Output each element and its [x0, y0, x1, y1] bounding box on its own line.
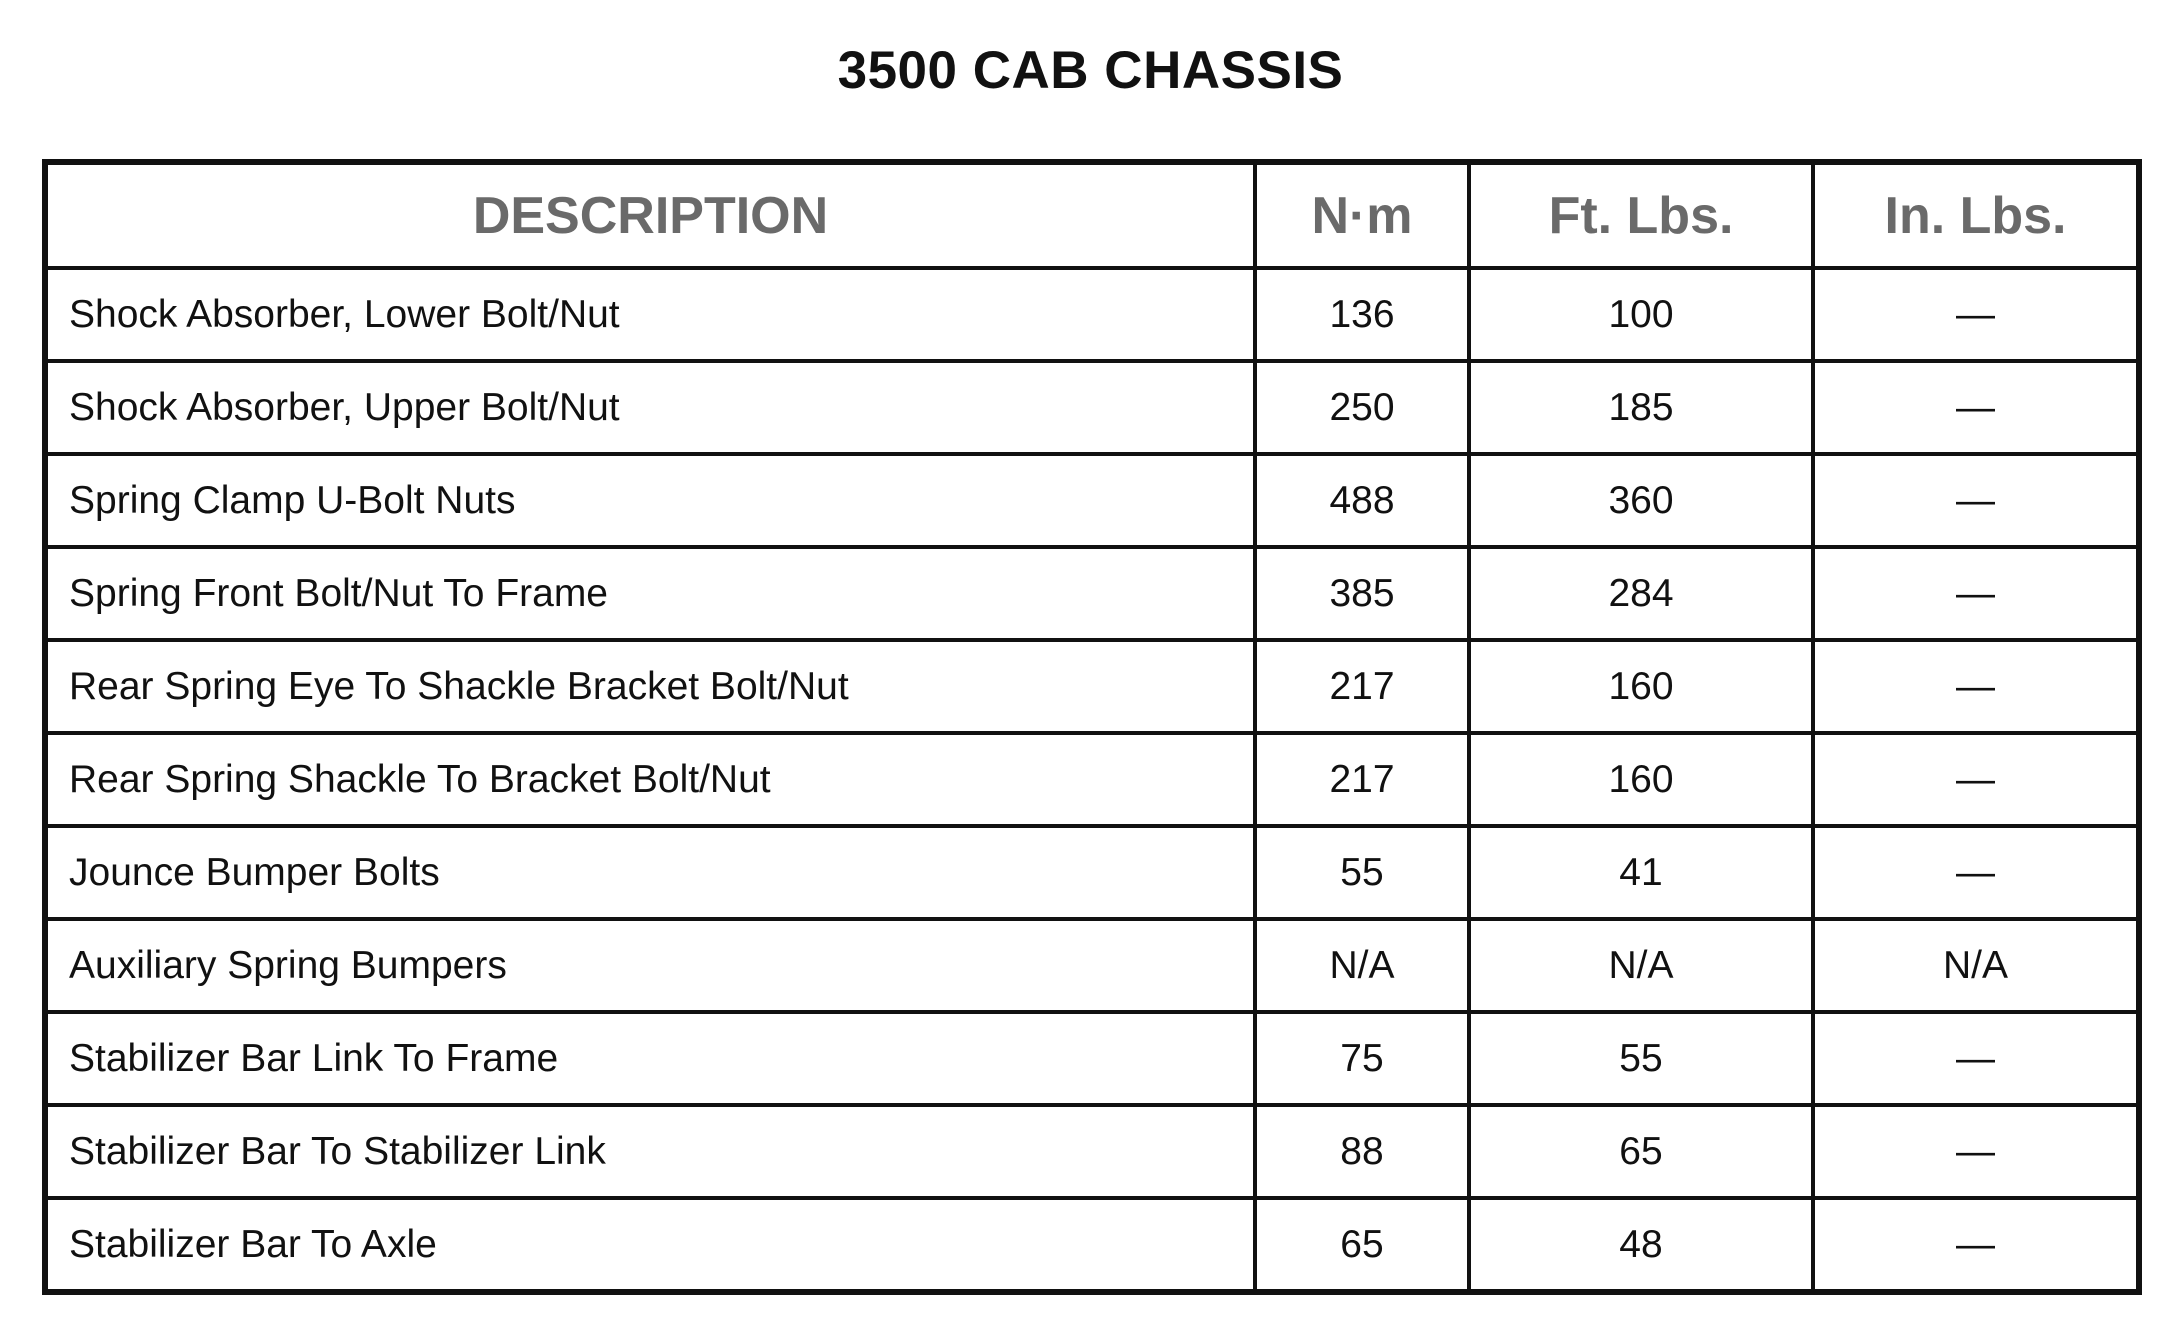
- row-in-lbs: —: [1813, 268, 2139, 361]
- row-description: Auxiliary Spring Bumpers: [45, 919, 1255, 1012]
- table-row: [45, 361, 2139, 454]
- row-in-lbs: —: [1813, 1012, 2139, 1105]
- row-nm: N/A: [1255, 919, 1469, 1012]
- row-ft-lbs: 48: [1469, 1198, 1813, 1292]
- header-description: DESCRIPTION: [45, 162, 1255, 268]
- table-row: [45, 1012, 2139, 1105]
- row-ft-lbs: 41: [1469, 826, 1813, 919]
- row-in-lbs: —: [1813, 454, 2139, 547]
- row-nm: 250: [1255, 361, 1469, 454]
- row-ft-lbs: 360: [1469, 454, 1813, 547]
- row-nm: 65: [1255, 1198, 1469, 1292]
- row-ft-lbs: 55: [1469, 1012, 1813, 1105]
- table-row: [45, 547, 2139, 640]
- table-row: [45, 1105, 2139, 1198]
- row-description: Stabilizer Bar Link To Frame: [45, 1012, 1255, 1105]
- row-nm: 136: [1255, 268, 1469, 361]
- row-description: Shock Absorber, Lower Bolt/Nut: [45, 268, 1255, 361]
- row-ft-lbs: N/A: [1469, 919, 1813, 1012]
- row-in-lbs: —: [1813, 361, 2139, 454]
- row-nm: 75: [1255, 1012, 1469, 1105]
- row-in-lbs: —: [1813, 1105, 2139, 1198]
- torque-spec-table: [42, 159, 2142, 1295]
- row-description: Spring Front Bolt/Nut To Frame: [45, 547, 1255, 640]
- table-row: [45, 1198, 2139, 1292]
- page-title: 3500 CAB CHASSIS: [837, 41, 1344, 100]
- row-description: Rear Spring Shackle To Bracket Bolt/Nut: [45, 733, 1255, 826]
- row-ft-lbs: 160: [1469, 733, 1813, 826]
- table-row: [45, 640, 2139, 733]
- header-ft-lbs: Ft. Lbs.: [1469, 162, 1813, 268]
- row-nm: 385: [1255, 547, 1469, 640]
- table-row: [45, 268, 2139, 361]
- header-nm: N·m: [1255, 162, 1469, 268]
- row-description: Shock Absorber, Upper Bolt/Nut: [45, 361, 1255, 454]
- row-nm: 217: [1255, 640, 1469, 733]
- row-nm: 55: [1255, 826, 1469, 919]
- table-row: [45, 454, 2139, 547]
- row-description: Spring Clamp U-Bolt Nuts: [45, 454, 1255, 547]
- row-nm: 488: [1255, 454, 1469, 547]
- table-row: [45, 919, 2139, 1012]
- row-nm: 217: [1255, 733, 1469, 826]
- header-in-lbs: In. Lbs.: [1813, 162, 2139, 268]
- table-row: [45, 733, 2139, 826]
- row-description: Jounce Bumper Bolts: [45, 826, 1255, 919]
- row-ft-lbs: 160: [1469, 640, 1813, 733]
- row-in-lbs: —: [1813, 1198, 2139, 1292]
- row-ft-lbs: 100: [1469, 268, 1813, 361]
- row-description: Stabilizer Bar To Axle: [45, 1198, 1255, 1292]
- row-in-lbs: —: [1813, 547, 2139, 640]
- row-in-lbs: —: [1813, 640, 2139, 733]
- table-header-row: [45, 162, 2139, 268]
- row-ft-lbs: 185: [1469, 361, 1813, 454]
- row-in-lbs: N/A: [1813, 919, 2139, 1012]
- row-in-lbs: —: [1813, 733, 2139, 826]
- table-row: [45, 826, 2139, 919]
- row-nm: 88: [1255, 1105, 1469, 1198]
- row-description: Rear Spring Eye To Shackle Bracket Bolt/Nut: [45, 640, 1255, 733]
- row-in-lbs: —: [1813, 826, 2139, 919]
- row-ft-lbs: 284: [1469, 547, 1813, 640]
- row-description: Stabilizer Bar To Stabilizer Link: [45, 1105, 1255, 1198]
- row-ft-lbs: 65: [1469, 1105, 1813, 1198]
